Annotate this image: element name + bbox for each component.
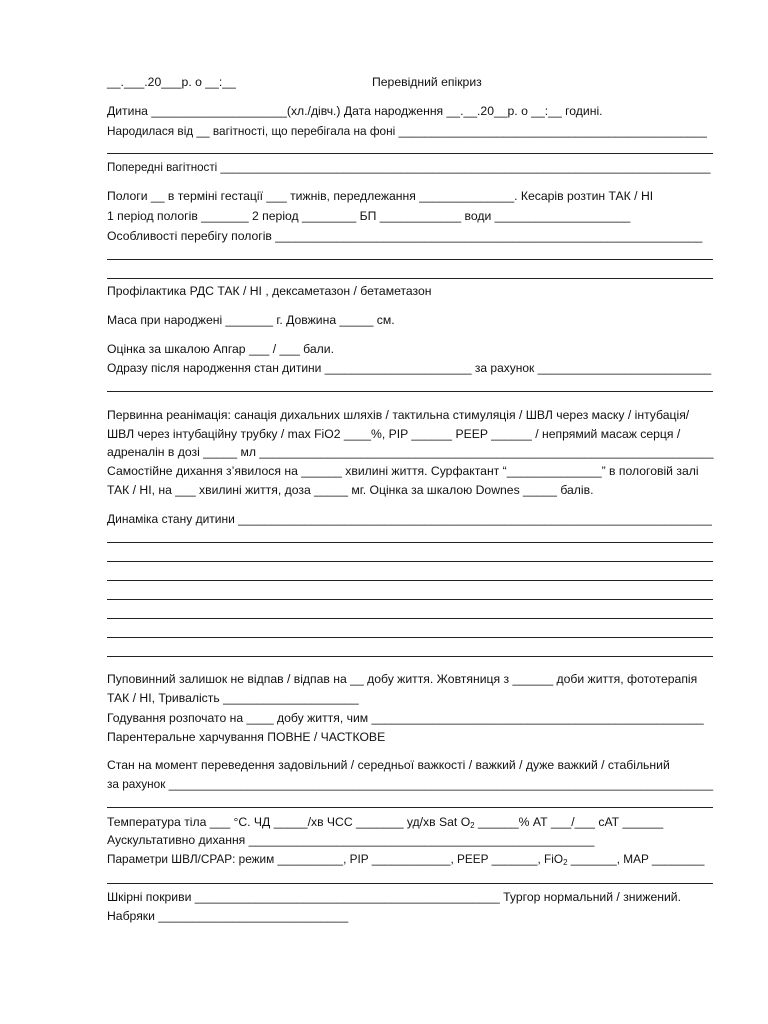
state-after-birth-line: Одразу після народження стан дитини ______________________ за рахунок __________________________ [107, 361, 712, 375]
edema-line: Набряки ____________________________ [107, 909, 349, 923]
vitals-text: Температура тіла ___ °С. ЧД _____/хв ЧСС _______ уд/хв Sat O [107, 815, 471, 829]
blank-rule [107, 599, 713, 600]
child-info-line: Дитина ____________________(хл./дівч.) Дата народження __.__.20__р. о __:__ годині. [107, 104, 603, 118]
blank-rule [107, 618, 713, 619]
labor-line: Пологи __ в терміні гестації ___ тижнів, передлежання ______________. Кесарів розтин ТАК / НІ [107, 189, 654, 203]
blank-rule [107, 807, 713, 808]
parenteral-nutrition-line: Парентеральне харчування ПОВНЕ / ЧАСТКОВЕ [107, 730, 386, 744]
page-title: Перевідний епікриз [372, 75, 482, 89]
ventilation-params-line [107, 852, 704, 867]
apgar-line: Оцінка за шкалою Апгар ___ / ___ бали. [107, 342, 334, 356]
downes-line: ТАК / НІ, на ___ хвилині життя, доза _____ мг. Оцінка за шкалою Downes _____ балів. [107, 483, 594, 497]
blank-rule [107, 580, 713, 581]
vitals-text: ______% АТ ___/___ сАТ ______ [474, 815, 664, 829]
resuscitation-line: Первинна реанімація: санація дихальних шляхів / тактильна стимуляція / ШВЛ через маску / інтубація/ [107, 408, 690, 422]
adrenaline-line: адреналін в дозі _____ мл ___________________________________________________________________ [107, 445, 714, 459]
labor-features-line: Особливості перебігу пологів _______________________________________________________________ [107, 229, 703, 243]
date-time-line: __.___.20___р. о __:__ [107, 75, 236, 89]
state-reason-line: за рахунок ___________________________________________________________________________________ [107, 777, 714, 791]
blank-rule [107, 278, 713, 279]
skin-line: Шкірні покриви _____________________________________________ Тургор нормальний / знижений. [107, 890, 681, 904]
phototherapy-duration-line: ТАК / НІ, Тривалість ____________________ [107, 691, 359, 705]
transfer-state-line: Стан на момент переведення задовільний / середньої важкості / важкий / дуже важкий / стабільний [107, 758, 670, 772]
blank-rule [107, 656, 713, 657]
blank-rule [107, 637, 713, 638]
subscript: 2 [563, 858, 568, 867]
blank-rule [107, 259, 713, 260]
subscript: 2 [470, 821, 475, 830]
breathing-surfactant-line: Самостійне дихання з’явилося на ______ хвилині життя. Сурфактант “______________” в пологовій залі [107, 464, 699, 478]
auscultation-line: Аускультативно дихання ___________________________________________________ [107, 833, 595, 847]
labor-periods-line: 1 період пологів _______ 2 період ________ БП ____________ води ____________________ [107, 209, 631, 223]
ventilation-text: _______, MAP ________ [567, 852, 705, 866]
ventilation-text: Параметри ШВЛ/CPAP: режим __________, PIP ____________, PEEP _______, FiO [107, 852, 564, 866]
resuscitation-line: ШВЛ через інтубаційну трубку / max FiO2 ____%, PIP ______ PEEP ______ / непрямий масаж серця / [107, 427, 681, 441]
blank-rule [107, 153, 713, 154]
blank-rule [107, 391, 713, 392]
vitals-line [107, 815, 663, 830]
feeding-line: Годування розпочато на ____ добу життя, чим _________________________________________________ [107, 711, 704, 725]
blank-rule [107, 561, 713, 562]
rds-prophylaxis-line: Профілактика РДС ТАК / НІ , дексаметазон / бетаметазон [107, 284, 432, 298]
dynamics-line: Динаміка стану дитини _______________________________________________________________________ [107, 512, 712, 526]
pregnancy-line: Народилася від __ вагітності, що перебігала на фоні _______________________________________________ [107, 124, 707, 138]
birth-weight-line: Маса при народжені _______ г. Довжина _____ см. [107, 313, 395, 327]
blank-rule [107, 542, 713, 543]
previous-pregnancies-line: Попередні вагітності ____________________________________________________________________________ [107, 161, 711, 174]
umbilical-jaundice-line: Пуповинний залишок не відпав / відпав на __ добу життя. Жовтяниця з ______ доби життя, фототерапія [107, 672, 698, 686]
blank-rule [107, 883, 713, 884]
